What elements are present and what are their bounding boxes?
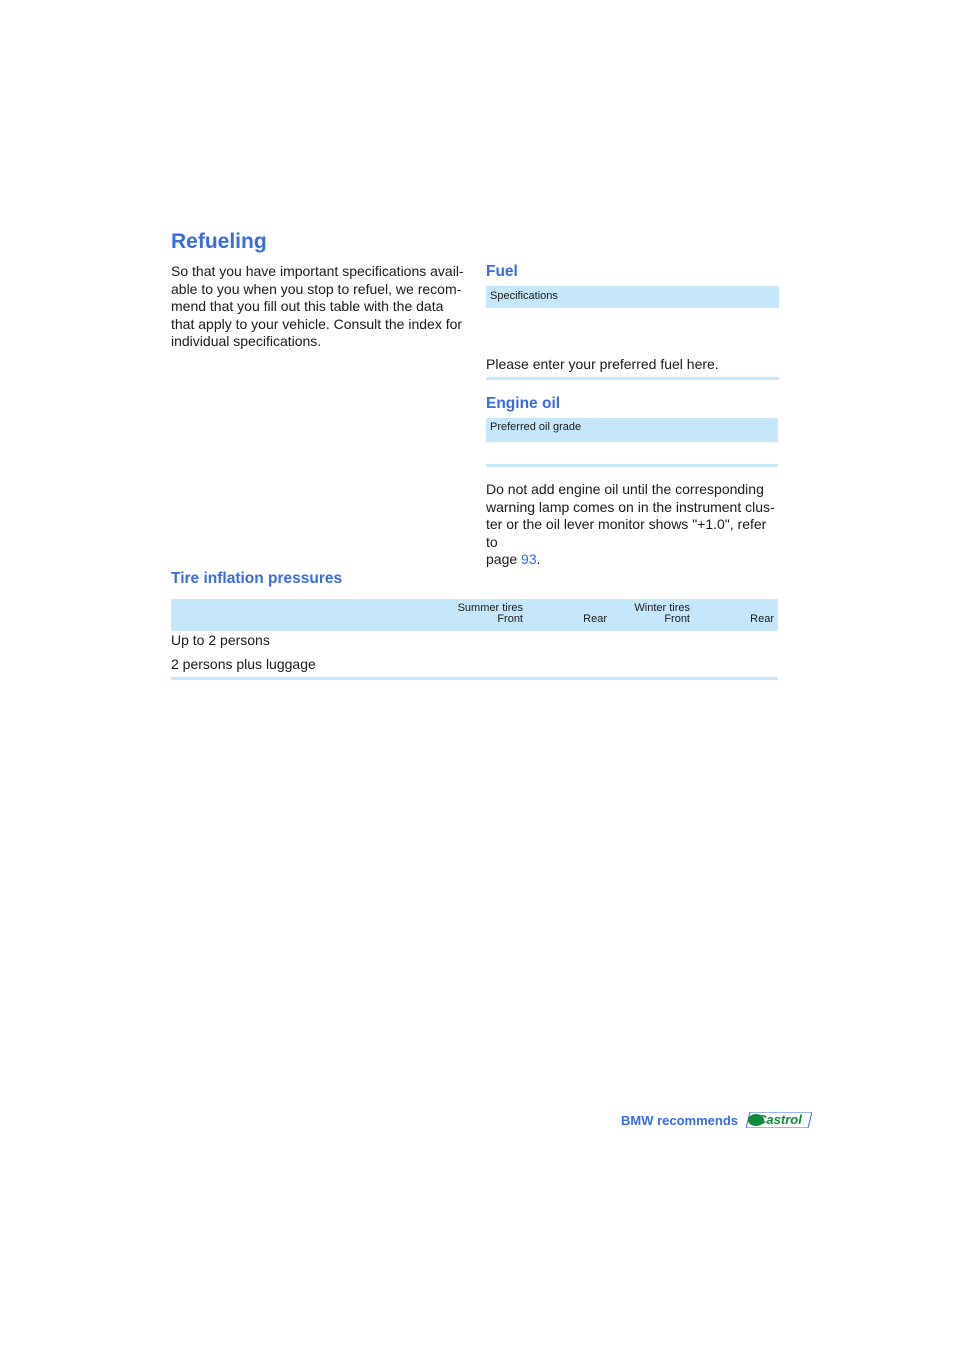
bmw-recommends-footer <box>621 1110 812 1130</box>
column-header: Rear <box>583 613 607 625</box>
oil-table-rule <box>486 464 778 467</box>
row-label: 2 persons plus luggage <box>171 656 316 672</box>
winter-tires-label: Winter tires <box>634 602 690 614</box>
oil-text-line: ter or the oil lever monitor shows "+1.0", refer to <box>486 516 767 550</box>
intro-line: that apply to your vehicle. Consult the index for <box>171 315 463 332</box>
bmw-recommends-label: BMW recommends <box>621 1112 739 1128</box>
engine-oil-heading: Engine oil <box>486 395 561 412</box>
oil-text-line: Do not add engine oil until the corresponding <box>486 481 764 497</box>
table-row <box>171 656 316 674</box>
intro-line: able to you when you stop to refuel, we recom- <box>171 280 462 297</box>
fuel-note: Please enter your preferred fuel here. <box>486 356 719 372</box>
oil-text-line: warning lamp comes on in the instrument clus- <box>486 498 775 515</box>
fuel-specifications-header: Specifications <box>486 286 779 308</box>
intro-line: So that you have important specifications avail- <box>171 263 464 279</box>
page-reference-link[interactable]: 93 <box>521 551 537 567</box>
fuel-table-rule <box>486 377 779 380</box>
oil-text-line <box>486 551 781 569</box>
intro-paragraph <box>171 263 471 351</box>
intro-line: mend that you fill out this table with the data <box>171 298 444 314</box>
column-header: Rear <box>750 613 774 625</box>
oil-grade-header: Preferred oil grade <box>486 418 778 442</box>
fuel-heading: Fuel <box>486 263 518 280</box>
tire-table-rule <box>171 677 778 680</box>
table-row <box>171 632 270 650</box>
intro-line: individual specifications. <box>171 333 322 349</box>
oil-warning-paragraph <box>486 481 781 569</box>
column-header: Front <box>664 613 690 625</box>
summer-tires-label: Summer tires <box>457 602 523 614</box>
page-prefix: page <box>486 551 522 567</box>
tire-pressure-heading: Tire inflation pressures <box>171 570 343 587</box>
castrol-logo <box>746 1112 812 1128</box>
page-suffix: . <box>536 551 541 567</box>
page-title: Refueling <box>171 230 267 253</box>
row-label: Up to 2 persons <box>171 632 270 648</box>
column-header: Front <box>497 613 523 625</box>
tire-table-header <box>171 599 778 631</box>
castrol-wordmark: Castrol <box>757 1112 802 1127</box>
